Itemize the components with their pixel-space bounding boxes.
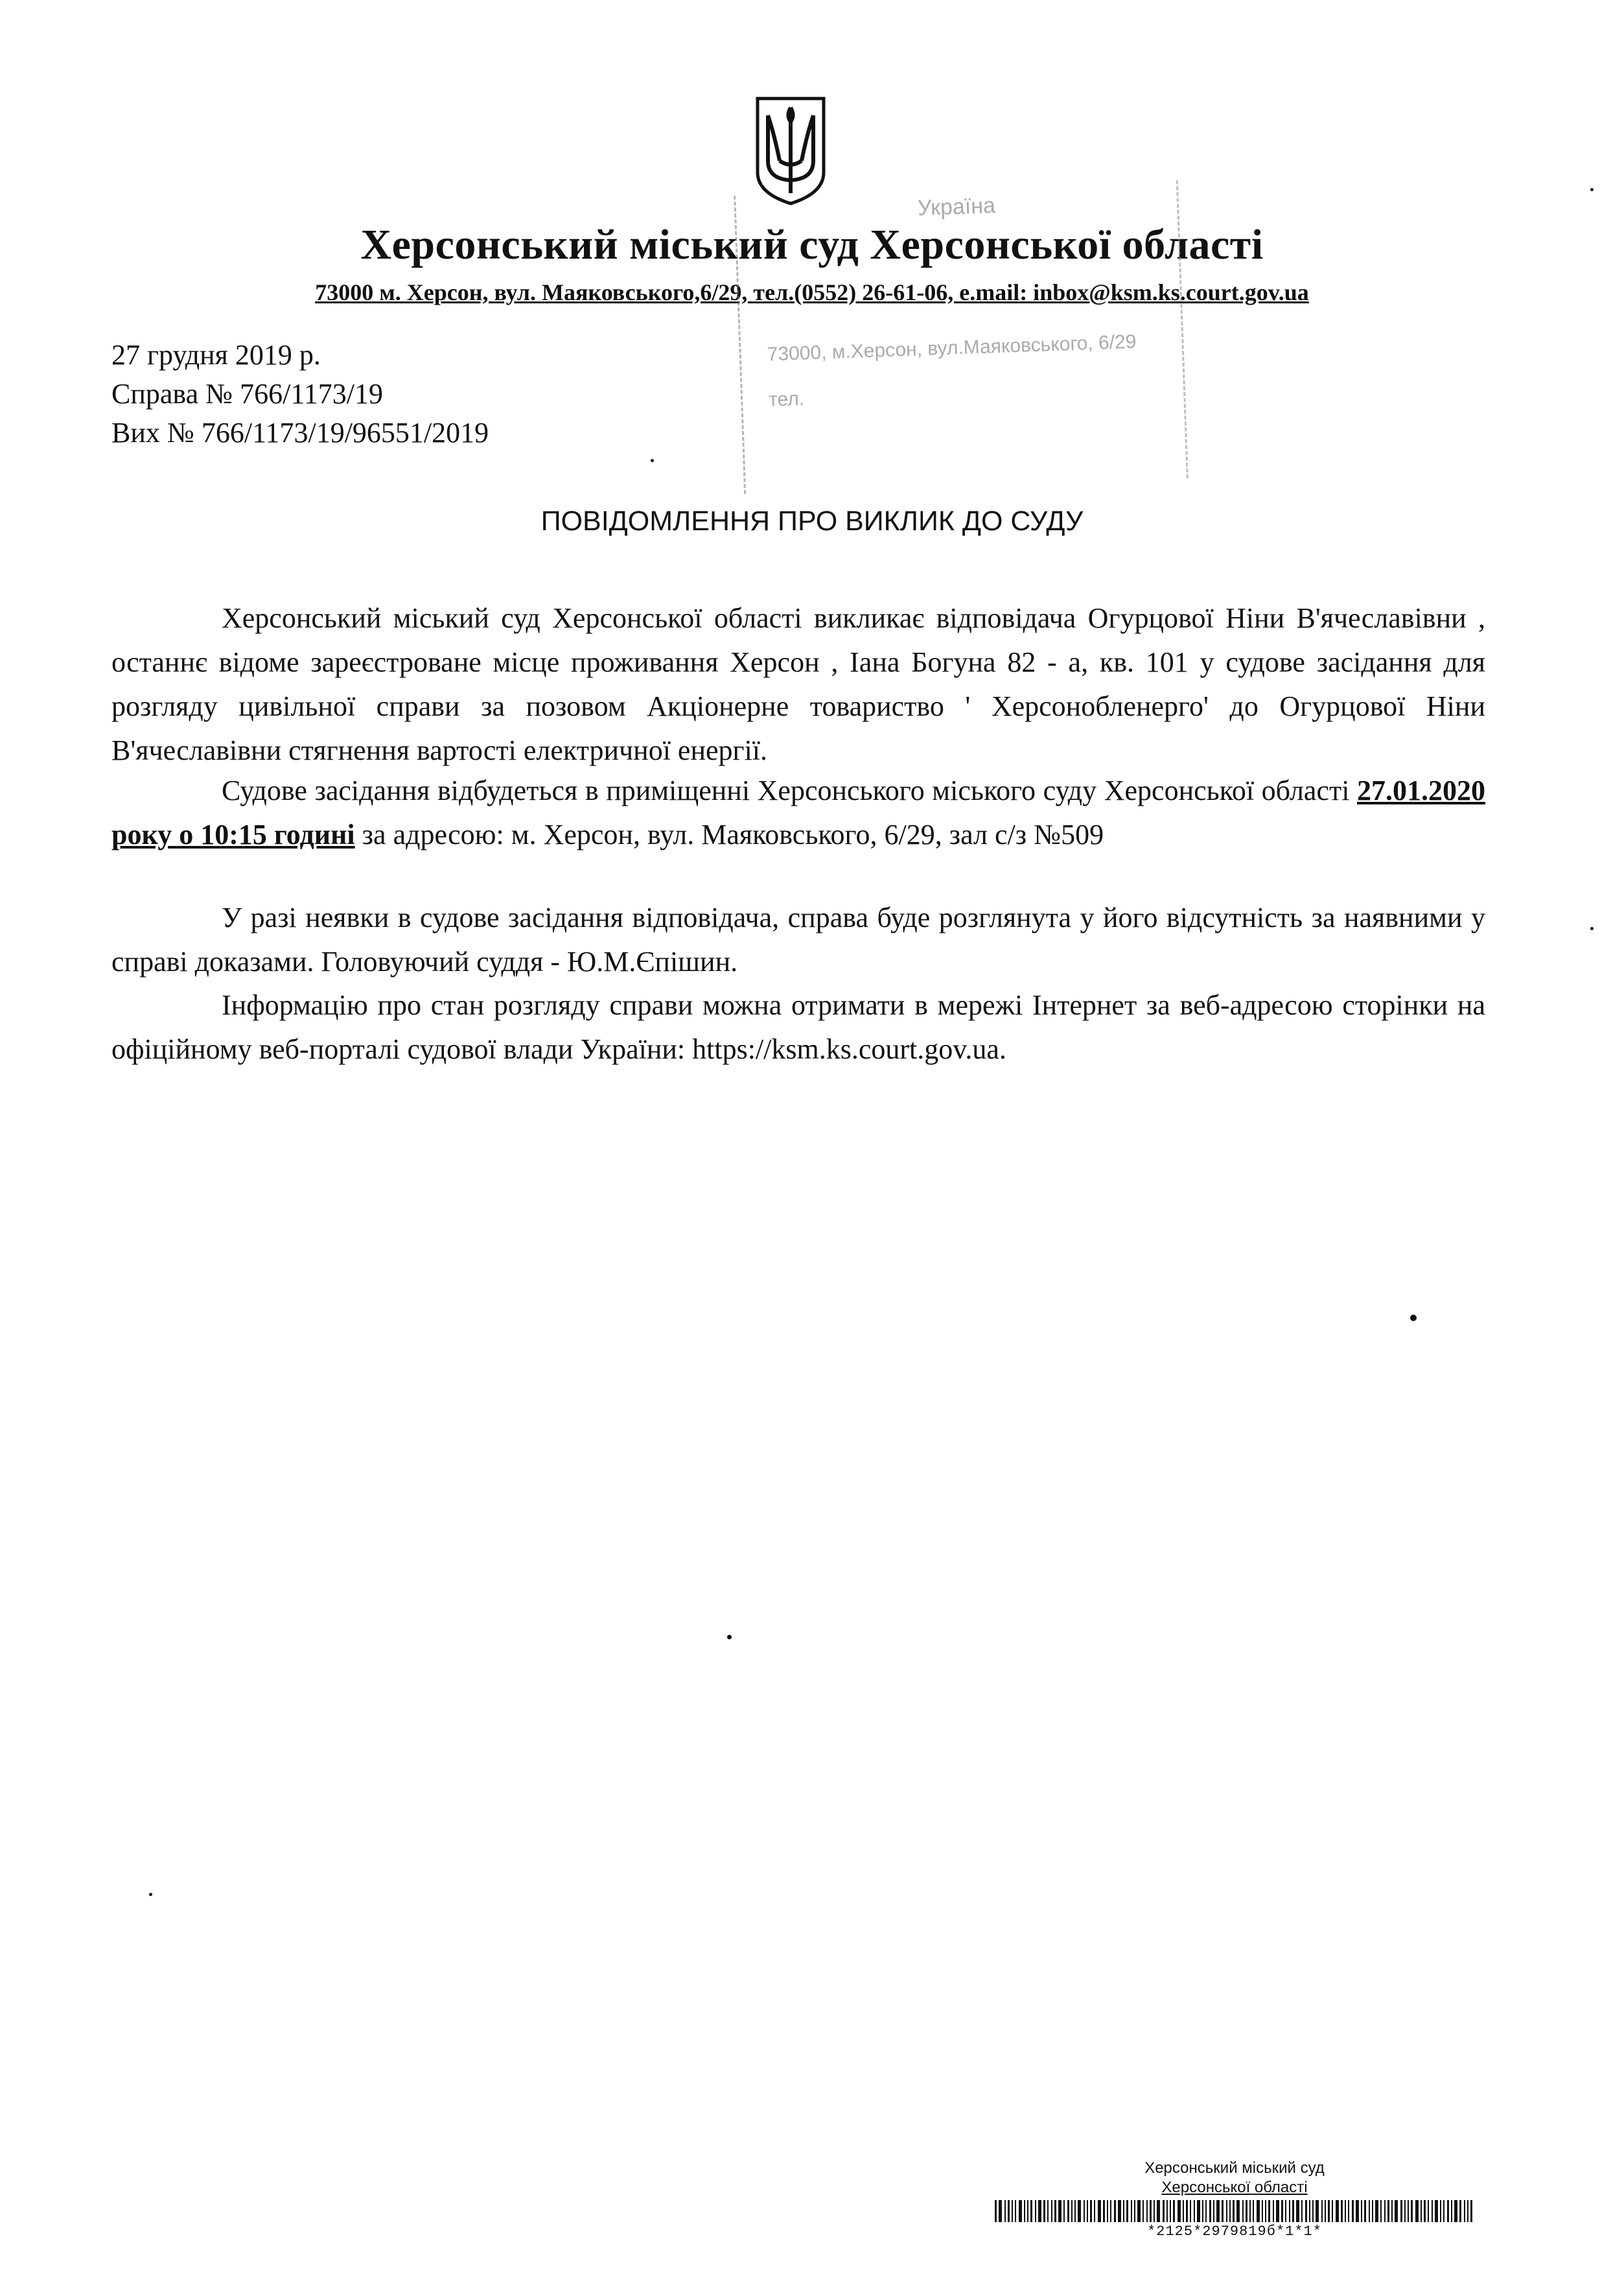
stamp-address: 73000, м.Херсон, вул.Маяковського, 6/29	[767, 331, 1137, 366]
barcode-text: *2125*2979819б*1*1*	[1147, 2223, 1322, 2240]
court-name: Херсонський міський суд Херсонської області	[360, 221, 1264, 268]
scan-speck	[651, 459, 654, 462]
info-paragraph: Інформацію про стан розгляду справи можна отримати в мережі Інтернет за веб-адресою сторінки на офіційному веб-порталі судової влади України: https://ksm.ks.court.gov.ua.	[111, 989, 1485, 1065]
outgoing-number: Вих № 766/1173/19/96551/2019	[111, 417, 489, 449]
scan-speck	[149, 1893, 152, 1896]
scan-speck	[727, 1635, 732, 1639]
scan-speck	[1590, 927, 1594, 930]
stamp-country: Україна	[917, 193, 996, 221]
summons-paragraph: Херсонський міський суд Херсонської області викликає відповідача Огурцової Ніни В'ячеславівни , останнє відоме зареєстроване місце проживання Херсон , Іана Богуна 82 - а, кв. 101 у судове засідання для розгляду цивільної справи за позовом Акціонерне товариство ' Херсонобленерго' до Огурцової Ніни В'ячеславівни стягнення вартості електричної енергії.	[111, 602, 1485, 766]
hearing-paragraph	[111, 769, 1485, 857]
hearing-text-before: Судове засідання відбудеться в приміщенні Херсонського міського суду Херсонської області	[222, 775, 1357, 806]
hearing-datetime: 27.01.2020 року о 10:15 годині	[111, 775, 1485, 850]
registry-stamp	[734, 180, 1189, 494]
document-title: ПОВІДОМЛЕННЯ ПРО ВИКЛИК ДО СУДУ	[540, 506, 1084, 537]
barcode-icon	[995, 2200, 1474, 2222]
registry-region: Херсонської області	[1161, 2179, 1308, 2196]
registry-label	[985, 2159, 1484, 2240]
court-address: 73000 м. Херсон, вул. Маяковського,6/29, тел.(0552) 26-61-06, e.mail: inbox@ksm.ks.court.gov.ua	[315, 279, 1309, 305]
hearing-text-after: за адресою: м. Херсон, вул. Маяковського, 6/29, зал с/з №509	[354, 819, 1104, 850]
scan-speck	[1410, 1315, 1417, 1321]
absence-paragraph: У разі неявки в судове засідання відповідача, справа буде розглянута у його відсутність за наявними у справі доказами. Головуючий суддя - Ю.М.Єпішин.	[111, 902, 1485, 978]
case-number: Справа № 766/1173/19	[111, 378, 383, 410]
trident-icon	[754, 96, 828, 206]
document-date: 27 грудня 2019 р.	[111, 339, 321, 371]
scan-speck	[1590, 188, 1594, 191]
registry-court-name: Херсонський міський суд	[1144, 2159, 1325, 2177]
stamp-phone: тел.	[768, 388, 805, 411]
